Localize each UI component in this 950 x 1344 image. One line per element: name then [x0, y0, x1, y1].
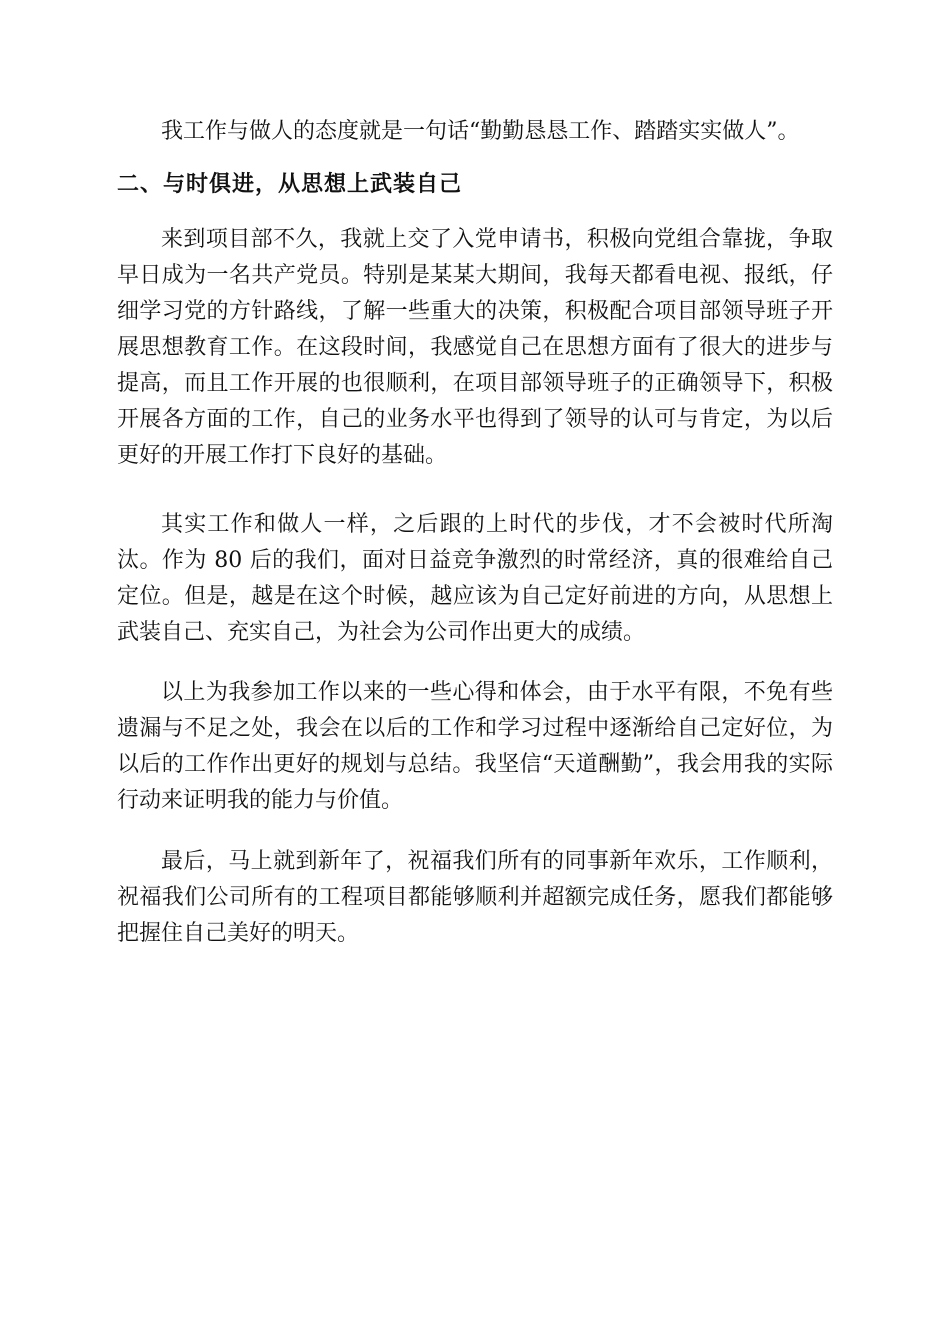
paragraph-summary: 以上为我参加工作以来的一些心得和体会，由于水平有限，不免有些遗漏与不足之处，我会在以后的工作和学习过程中逐渐给自己定好位，为以后的工作作出更好的规划与总结。我坚信“天道酬勤”，我会用我的实际行动来证明我的能力与价值。: [117, 680, 833, 813]
section-heading-2: 二、与时俱进，从思想上武装自己: [117, 172, 463, 197]
document-page: [117, 0, 833, 1344]
paragraph-work-attitude: 我工作与做人的态度就是一句话“勤勤恳恳工作、踏踏实实做人”。: [161, 119, 800, 144]
paragraph-new-year-wishes: 最后，马上就到新年了，祝福我们所有的同事新年欢乐，工作顺利，祝福我们公司所有的工程项目都能够顺利并超额完成任务，愿我们都能够把握住自己美好的明天。: [117, 849, 833, 946]
paragraph-keep-pace: 其实工作和做人一样，之后跟的上时代的步伐，才不会被时代所淘汰。作为 80 后的我们，面对日益竞争激烈的时常经济，真的很难给自己定位。但是，越是在这个时候，越应该为自己定好前进的方向，从思想上武装自己、充实自己，为社会为公司作出更大的成绩。: [117, 512, 833, 645]
paragraph-party-application: 来到项目部不久，我就上交了入党申请书，积极向党组合靠拢，争取早日成为一名共产党员。特别是某某大期间，我每天都看电视、报纸，仔细学习党的方针路线，了解一些重大的决策，积极配合项目部领导班子开展思想教育工作。在这段时间，我感觉自己在思想方面有了很大的进步与提高，而且工作开展的也很顺利，在项目部领导班子的正确领导下，积极开展各方面的工作，自己的业务水平也得到了领导的认可与肯定，为以后更好的开展工作打下良好的基础。: [117, 227, 833, 468]
